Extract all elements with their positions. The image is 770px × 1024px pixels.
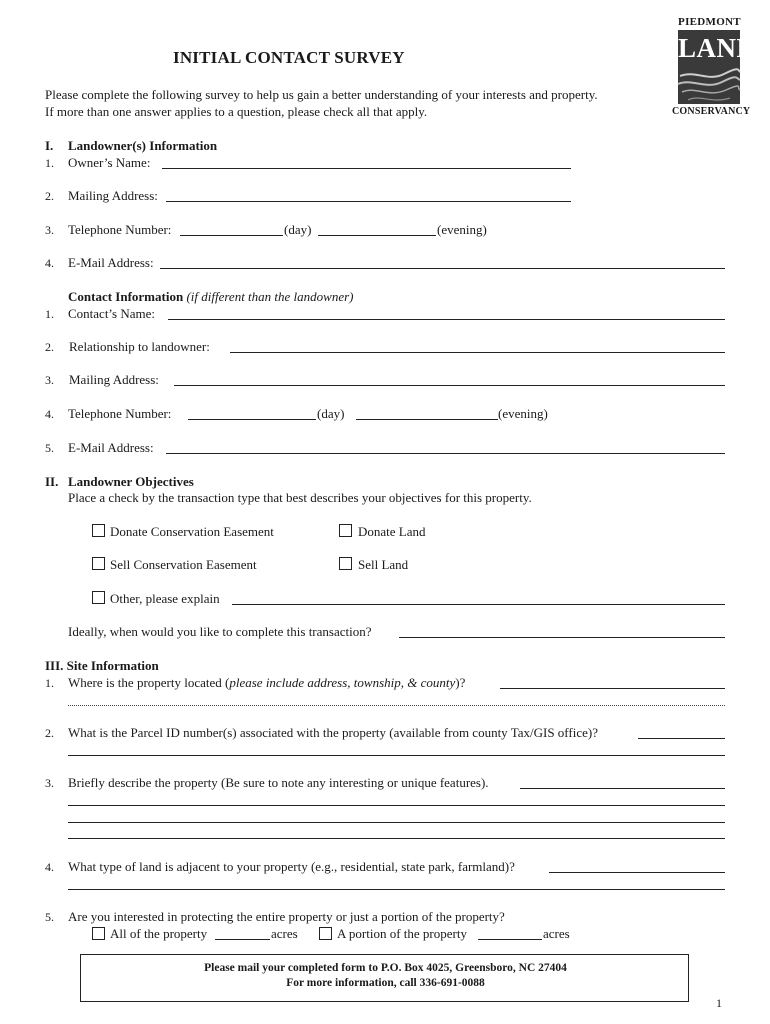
piedmont-land-conservancy-logo bbox=[672, 16, 757, 121]
logo-land-text: LAND bbox=[678, 33, 757, 63]
contact-telephone-number: 4. bbox=[45, 407, 54, 421]
contact-name-number: 1. bbox=[45, 307, 54, 321]
relationship-label: Relationship to landowner: bbox=[69, 339, 210, 354]
q1-text: Where is the property located (please include address, township, & county)? bbox=[68, 675, 466, 690]
all-property-acres-field[interactable] bbox=[215, 939, 270, 940]
contact-telephone-day-field[interactable] bbox=[188, 419, 316, 420]
section-3-heading: III. Site Information bbox=[45, 658, 159, 673]
mailing-address-field[interactable] bbox=[166, 201, 571, 202]
mailing-address-note: Please mail your completed form to P.O. Box 4025, Greensboro, NC 27404 bbox=[204, 962, 567, 974]
q5-number: 5. bbox=[45, 910, 54, 924]
q2-text: What is the Parcel ID number(s) associated with the property (available from county Tax/GIS office)? bbox=[68, 725, 598, 740]
telephone-day-field[interactable] bbox=[180, 235, 283, 236]
portion-property-checkbox[interactable] bbox=[319, 927, 332, 940]
all-property-checkbox[interactable] bbox=[92, 927, 105, 940]
section-1-heading: Landowner(s) Information bbox=[68, 138, 218, 153]
page-number: 1 bbox=[716, 996, 722, 1010]
other-explain-field[interactable] bbox=[232, 604, 725, 605]
q1-answer-field[interactable] bbox=[500, 688, 725, 689]
all-property-label: All of the property bbox=[110, 926, 208, 941]
q3-text: Briefly describe the property (Be sure to note any interesting or unique features). bbox=[68, 775, 489, 790]
section-1-number: I. bbox=[45, 138, 54, 153]
contact-mailing-field[interactable] bbox=[174, 385, 725, 386]
logo-graphic bbox=[678, 30, 757, 104]
contact-email-label: E-Mail Address: bbox=[68, 440, 154, 455]
sell-land-checkbox[interactable] bbox=[339, 557, 352, 570]
telephone-label: Telephone Number: bbox=[68, 222, 172, 237]
sell-land-label: Sell Land bbox=[358, 557, 409, 572]
contact-email-field[interactable] bbox=[166, 453, 725, 454]
sell-easement-checkbox[interactable] bbox=[92, 557, 105, 570]
contact-mailing-label: Mailing Address: bbox=[69, 372, 159, 387]
telephone-number: 3. bbox=[45, 223, 54, 237]
contact-telephone-evening-label: (evening) bbox=[498, 406, 548, 421]
logo-bottom-text: CONSERVANCY bbox=[672, 106, 751, 117]
section-2-heading: Landowner Objectives bbox=[68, 474, 194, 489]
contact-info-heading: Contact Information (if different than the landowner) bbox=[68, 289, 354, 304]
other-label: Other, please explain bbox=[110, 591, 220, 606]
q2-answer-field[interactable] bbox=[638, 738, 725, 739]
page-title: INITIAL CONTACT SURVEY bbox=[173, 48, 405, 67]
q4-text: What type of land is adjacent to your property (e.g., residential, state park, farmland)? bbox=[68, 859, 515, 874]
logo-top-text: PIEDMONT bbox=[678, 16, 741, 28]
owner-name-number: 1. bbox=[45, 156, 54, 170]
phone-info-note: For more information, call 336-691-0088 bbox=[286, 977, 485, 989]
contact-email-number: 5. bbox=[45, 441, 54, 455]
contact-telephone-evening-field[interactable] bbox=[356, 419, 498, 420]
portion-property-acres-label: acres bbox=[543, 926, 570, 941]
mailing-address-number: 2. bbox=[45, 189, 54, 203]
section-2-number: II. bbox=[45, 474, 59, 489]
q3-answer-line-2[interactable] bbox=[68, 805, 725, 806]
email-field[interactable] bbox=[160, 268, 725, 269]
q5-text: Are you interested in protecting the entire property or just a portion of the property? bbox=[68, 909, 505, 924]
intro-line-1: Please complete the following survey to help us gain a better understanding of your interests and property. bbox=[45, 87, 598, 102]
other-checkbox[interactable] bbox=[92, 591, 105, 604]
donate-easement-label: Donate Conservation Easement bbox=[110, 524, 274, 539]
mailing-address-label: Mailing Address: bbox=[68, 188, 158, 203]
q1-answer-line-2[interactable] bbox=[68, 705, 725, 706]
q1-number: 1. bbox=[45, 676, 54, 690]
donate-land-label: Donate Land bbox=[358, 524, 426, 539]
contact-name-field[interactable] bbox=[168, 319, 725, 320]
q4-answer-line-2[interactable] bbox=[68, 889, 725, 890]
q3-answer-line-4[interactable] bbox=[68, 838, 725, 839]
logo-river-icon bbox=[678, 30, 757, 104]
relationship-number: 2. bbox=[45, 340, 54, 354]
q3-number: 3. bbox=[45, 776, 54, 790]
portion-property-label: A portion of the property bbox=[337, 926, 467, 941]
sell-easement-label: Sell Conservation Easement bbox=[110, 557, 257, 572]
portion-property-acres-field[interactable] bbox=[478, 939, 542, 940]
q4-number: 4. bbox=[45, 860, 54, 874]
owner-name-label: Owner’s Name: bbox=[68, 155, 151, 170]
relationship-field[interactable] bbox=[230, 352, 725, 353]
intro-line-2: If more than one answer applies to a question, please check all that apply. bbox=[45, 104, 428, 119]
contact-telephone-day-label: (day) bbox=[317, 406, 345, 421]
all-property-acres-label: acres bbox=[271, 926, 298, 941]
telephone-evening-label: (evening) bbox=[437, 222, 487, 237]
donate-land-checkbox[interactable] bbox=[339, 524, 352, 537]
mailing-info-box bbox=[80, 954, 689, 1002]
q2-answer-line-2[interactable] bbox=[68, 755, 725, 756]
q4-answer-field[interactable] bbox=[549, 872, 725, 873]
contact-name-label: Contact’s Name: bbox=[68, 306, 156, 321]
telephone-evening-field[interactable] bbox=[318, 235, 436, 236]
email-number: 4. bbox=[45, 256, 54, 270]
owner-name-field[interactable] bbox=[162, 168, 571, 169]
donate-easement-checkbox[interactable] bbox=[92, 524, 105, 537]
contact-mailing-number: 3. bbox=[45, 373, 54, 387]
section-2-instruction: Place a check by the transaction type that best describes your objectives for this property. bbox=[68, 490, 532, 505]
telephone-day-label: (day) bbox=[284, 222, 312, 237]
q3-answer-line-3[interactable] bbox=[68, 822, 725, 823]
q3-answer-field[interactable] bbox=[520, 788, 725, 789]
email-label: E-Mail Address: bbox=[68, 255, 154, 270]
q2-number: 2. bbox=[45, 726, 54, 740]
timing-question: Ideally, when would you like to complete this transaction? bbox=[68, 624, 372, 639]
timing-field[interactable] bbox=[399, 637, 725, 638]
contact-telephone-label: Telephone Number: bbox=[68, 406, 172, 421]
